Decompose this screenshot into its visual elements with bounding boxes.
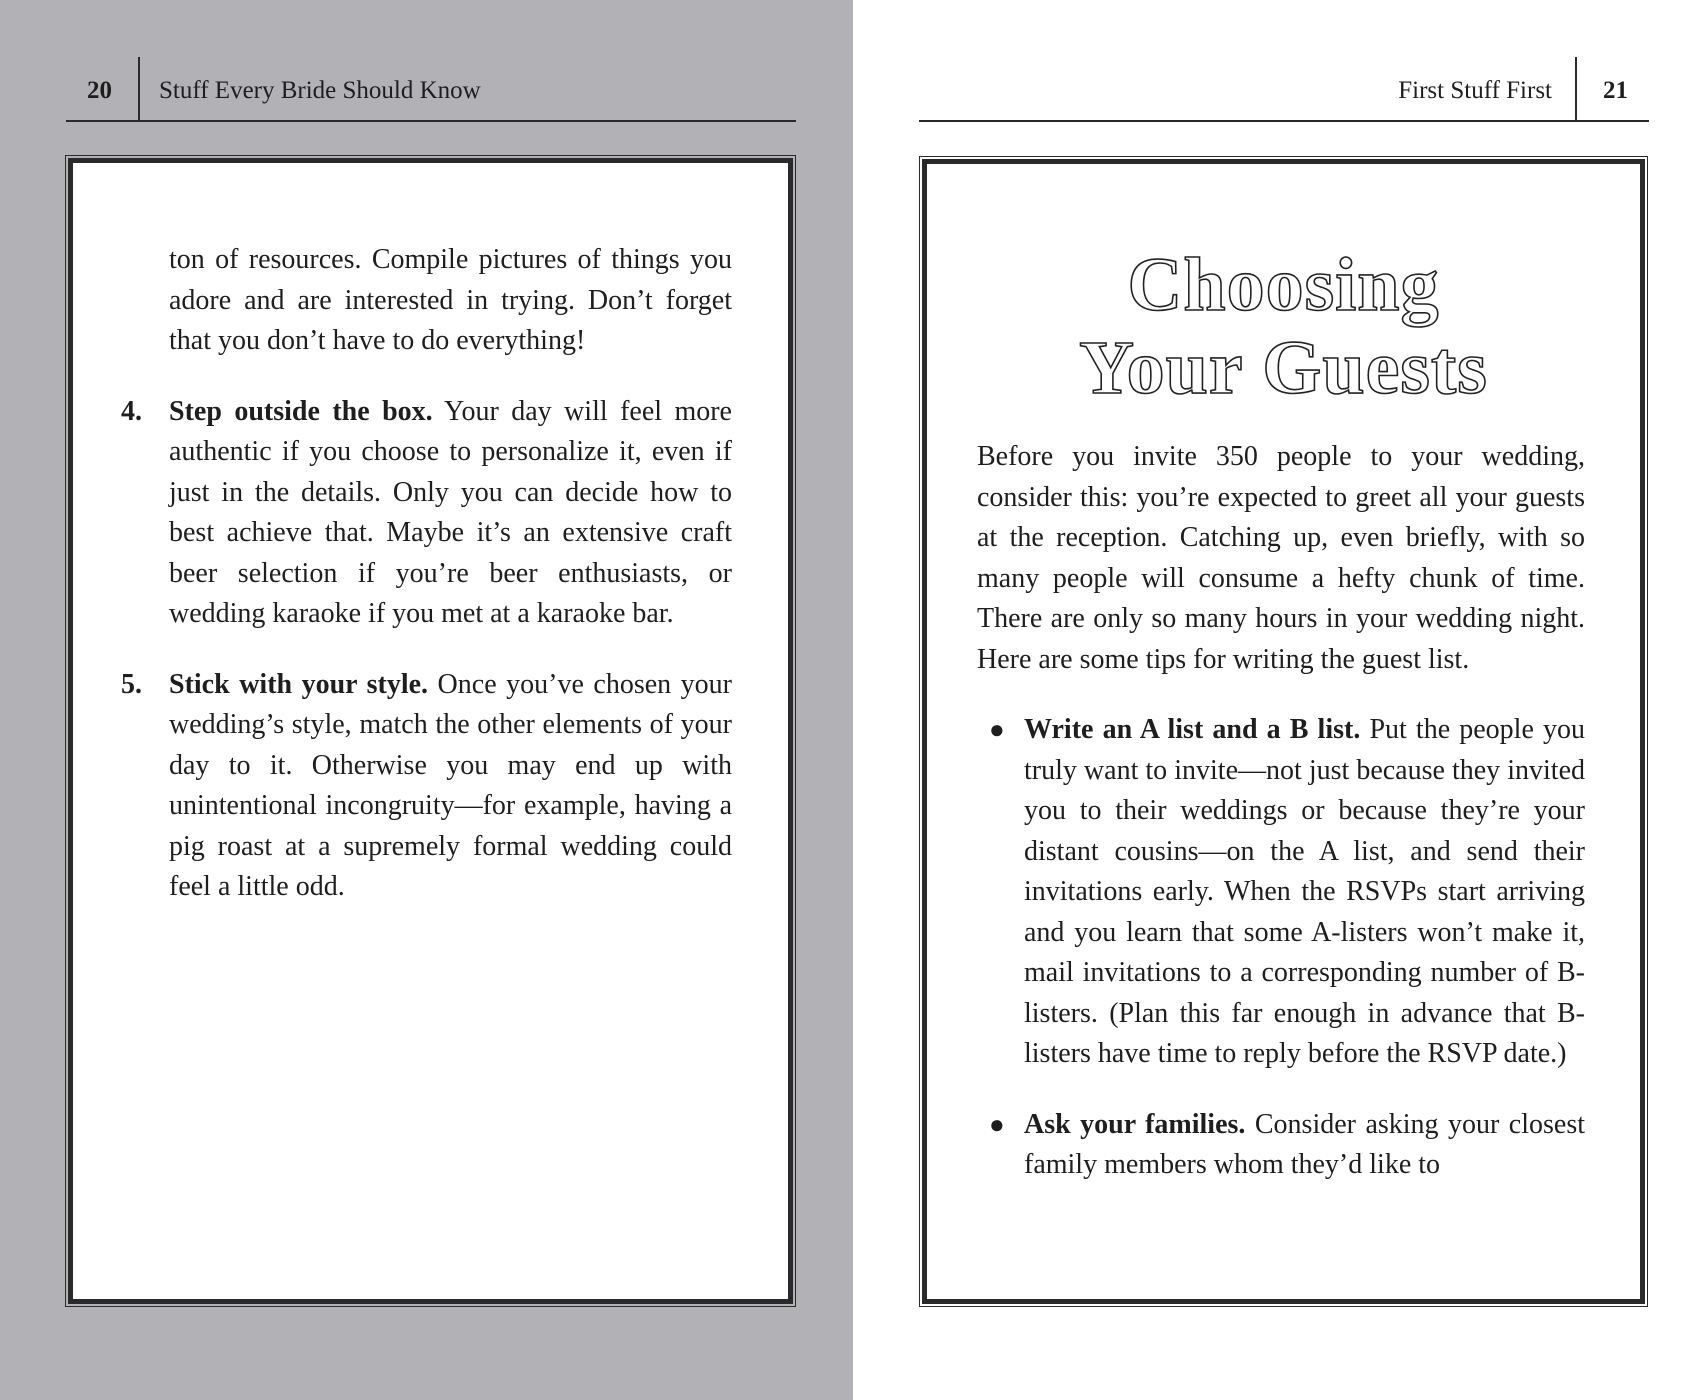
intro-paragraph: Before you invite 350 people to your wedding, consider this: you’re expected to greet all your guests at the reception. Catching up, even briefly, with so many people will consume a hefty chunk of time. There are only so many hours in your wedding night. Here are some tips for writing the guest list. bbox=[977, 441, 1585, 675]
right-page-number: 21 bbox=[1603, 77, 1628, 104]
right-page-frame bbox=[922, 159, 1645, 1304]
item-lead: Write an A list and a B list. bbox=[1024, 714, 1361, 745]
item-lead: Ask your families. bbox=[1024, 1108, 1246, 1140]
item-text: Once you’ve chosen your wedding’s style, match the other elements of your day to it. Otherwise you may end up with unintentional incongruity—for example, having a pig roast at a supremely formal wedding could feel a little odd. bbox=[169, 668, 733, 902]
left-running-header bbox=[66, 57, 796, 122]
list-number: 5. bbox=[121, 668, 142, 700]
bullet-item bbox=[989, 710, 1585, 1075]
chapter-title-line: Choosing bbox=[1127, 243, 1440, 327]
chapter-title-line: Your Guests bbox=[1079, 326, 1488, 410]
left-page-number: 20 bbox=[87, 77, 112, 104]
continued-paragraph: ton of resources. Compile pictures of things you adore and are interested in trying. Don’t forget that you don’t have to do everything! bbox=[169, 244, 732, 356]
right-running-title: First Stuff First bbox=[1398, 77, 1552, 104]
item-text: Put the people you truly want to invite—not just because they invited you to their weddings or because they’re your distant cousins—on the A list, and send their invitations early. When the RSVPs start arriving and you learn that some A-listers won’t make it, mail invitations to a corresponding number of B-listers. (Plan this far enough in advance that B-listers have time to reply before the RSVP date.) bbox=[1024, 714, 1585, 1069]
header-divider bbox=[1575, 57, 1577, 120]
item-lead: Stick with your style. bbox=[169, 668, 429, 700]
bullet-item bbox=[989, 1105, 1585, 1186]
left-body-text bbox=[121, 240, 733, 908]
bullet-icon: ● bbox=[989, 715, 1005, 744]
right-running-header bbox=[919, 57, 1649, 122]
right-body-text bbox=[977, 437, 1585, 1186]
header-divider bbox=[138, 57, 140, 120]
left-running-title: Stuff Every Bride Should Know bbox=[159, 77, 481, 104]
list-number: 4. bbox=[121, 395, 142, 427]
item-text: Consider asking your closest family members whom they’d like to bbox=[1024, 1108, 1585, 1180]
left-page-frame bbox=[68, 158, 793, 1304]
list-item bbox=[121, 665, 733, 908]
item-lead: Step outside the box. bbox=[169, 395, 433, 427]
bullet-icon: ● bbox=[989, 1109, 1005, 1139]
list-item bbox=[121, 392, 732, 635]
chapter-title bbox=[927, 244, 1640, 410]
item-text: Your day will feel more authentic if you choose to personalize it, even if just in the details. Only you can decide how to best achieve that. Maybe it’s an extensive craft beer selection if you’re beer enthusiasts, or wedding karaoke if you met at a karaoke bar. bbox=[169, 395, 732, 629]
